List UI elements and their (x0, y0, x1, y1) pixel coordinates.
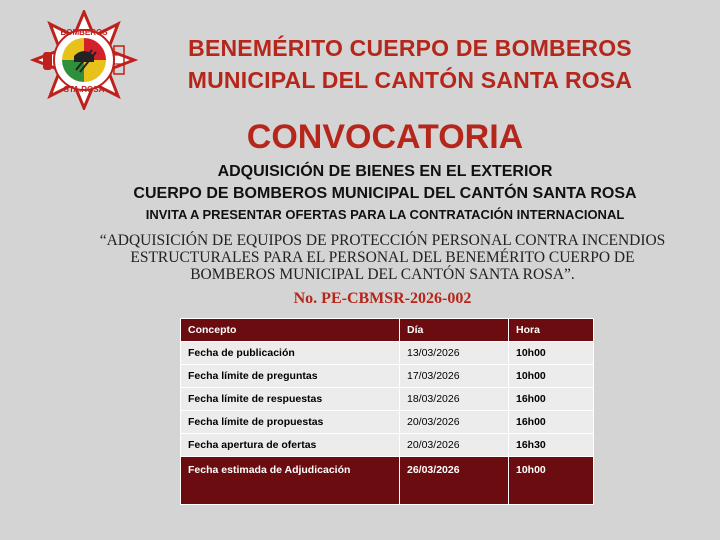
row-concept: Fecha límite de preguntas (181, 365, 400, 388)
row-time: 16h30 (509, 434, 594, 457)
logo-bottom-text: STA.ROSA (63, 85, 105, 94)
table-row (181, 434, 594, 457)
row-time: 10h00 (509, 342, 594, 365)
row-time: 10h00 (509, 457, 594, 505)
table-row-award (181, 457, 594, 505)
table-row (181, 342, 594, 365)
row-concept: Fecha estimada de Adjudicación (181, 457, 400, 505)
row-time: 10h00 (509, 365, 594, 388)
row-date: 20/03/2026 (400, 411, 509, 434)
schedule-table (180, 318, 594, 505)
page-title (150, 32, 670, 96)
fire-department-logo (30, 10, 138, 110)
row-time: 16h00 (509, 388, 594, 411)
row-concept: Fecha de publicación (181, 342, 400, 365)
table-header-row (181, 319, 594, 342)
row-date: 18/03/2026 (400, 388, 509, 411)
title-line-1: BENEMÉRITO CUERPO DE BOMBEROS (188, 35, 632, 61)
title-line-2: MUNICIPAL DEL CANTÓN SANTA ROSA (187, 67, 633, 93)
subtitle-3: INVITA A PRESENTAR OFERTAS PARA LA CONTRATACIÓN INTERNACIONAL (145, 207, 625, 222)
logo-top-text: BOMBEROS (60, 28, 108, 37)
header-dia: Día (400, 319, 509, 342)
table-row (181, 365, 594, 388)
row-date: 26/03/2026 (400, 457, 509, 505)
row-date: 13/03/2026 (400, 342, 509, 365)
convocatoria-heading: CONVOCATORIA (246, 118, 524, 156)
subtitle-1: ADQUISICIÓN DE BIENES EN EL EXTERIOR (217, 163, 553, 180)
table-row (181, 388, 594, 411)
header-concepto: Concepto (181, 319, 400, 342)
row-date: 17/03/2026 (400, 365, 509, 388)
row-time: 16h00 (509, 411, 594, 434)
procurement-description: “ADQUISICIÓN DE EQUIPOS DE PROTECCIÓN PERSONAL CONTRA INCENDIOS ESTRUCTURALES PARA EL PERSONAL DEL BENEMÉRITO CUERPO DE BOMBEROS MUNICIPAL DEL CANTÓN SANTA ROSA”. (99, 232, 666, 283)
row-date: 20/03/2026 (400, 434, 509, 457)
table-row (181, 411, 594, 434)
process-number: No. PE-CBMSR-2026-002 (293, 290, 472, 307)
row-concept: Fecha apertura de ofertas (181, 434, 400, 457)
subtitle-2: CUERPO DE BOMBEROS MUNICIPAL DEL CANTÓN SANTA ROSA (133, 185, 637, 202)
header-hora: Hora (509, 319, 594, 342)
row-concept: Fecha límite de respuestas (181, 388, 400, 411)
row-concept: Fecha límite de propuestas (181, 411, 400, 434)
